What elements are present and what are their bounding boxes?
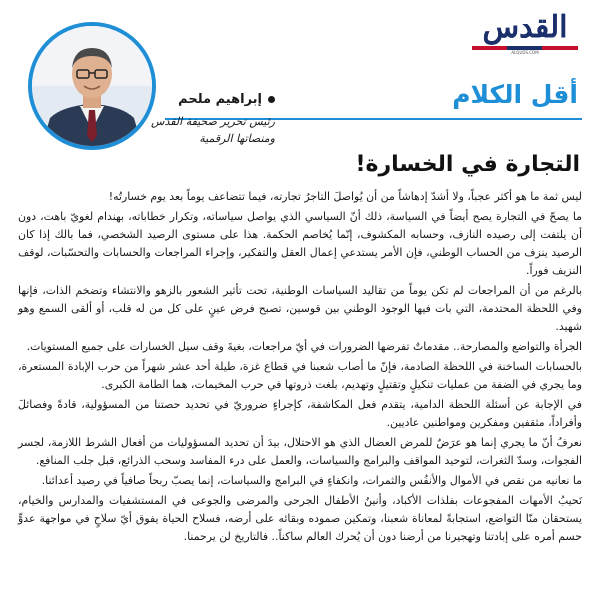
author-role-line1: رئيس تحرير صحيفة القدس	[151, 115, 275, 128]
author-role	[125, 113, 275, 147]
article-paragraph: في الإجابة عن أسئلة اللحظة الدامية، يتقدم فعل المكاشفة، كإجراءٍ ضروريّ في تحديد حصتنا من المسؤولية، قادةً وفصائلَ وأفراداً، مثقفين ومفكرين ومواطنين عاديين.	[18, 398, 582, 429]
article-body	[18, 188, 582, 548]
article-paragraph: بالحسابات الساخنة في اللحظة الصادمة، فإنّ ما أصاب شعبنا في قطاع غزة، طيلة أحد عشر شهراً من حرب الإبادة المستعرة، وما يجري في الضفة من عمليات تنكيلٍ وتقتيلٍ وتهديم، بلغت ذروتها في حرب المخيمات، هما الطامة الكبرى.	[18, 360, 582, 391]
author-info	[125, 92, 275, 147]
column-title: أقل الكلام	[452, 80, 578, 109]
author-role-line2: ومنصاتها الرقمية	[199, 132, 275, 145]
article-paragraph: ليس ثمة ما هو أكثر عجباً، ولا أشدّ إدهاشاً من أن يُواصلَ التاجرُ تجارته، فيما تتضاعف يوماً بعد يوم خسارتُه!	[108, 190, 582, 203]
article-paragraph: الجرأة والتواضع والمصارحة.. مقدماتٌ تفرضها الضرورات في أيّ مراجعات، بغيةَ وقف سيل الخسارات على جميع المستويات.	[26, 340, 582, 353]
bullet-dot-icon	[268, 96, 275, 103]
article-paragraph: نعرفُ أنّ ما يجري إنما هو عرَضٌ للمرض العضال الذي هو الاحتلال، بيدَ أن تحديد المسؤوليات من أفعال الشرط اللازمة، لجسر الفجوات، وسدّ الثغرات، لتوحيد المواقف والبرامج والسياسات، والعمل على درء المفاسد وسحب الذرائع، قبل جلب المنافع.	[18, 436, 582, 467]
masthead-logo[interactable]	[466, 10, 584, 54]
article-headline: التجارة في الخسارة!	[355, 152, 580, 177]
article-paragraph: بالرغم من أن المراجعات لم تكن يوماً من تقاليد السياسات الوطنية، تحت تأثير الشعور بالزهو والانتشاء وتضخم الذات، فإنها وفي اللحظة المحتدمة، التي بات فيها الوجود الوطني بين قوسين، تصبح فرض عينٍ على كل من له قلب، أو ألقى السمع وهو شهيد.	[18, 284, 582, 333]
author-name-line	[125, 92, 275, 107]
logo-url: ALQUDS.COM	[511, 50, 539, 55]
article-paragraph: ما يصحّ في التجارة يصح أيضاً في السياسة، ذلك أنّ السياسي الذي يواصل سياساته، وتكرار خطاباته، بهندام لغويّ باهت، دون أن يلتفت إلى رصيده النازف، وحسابه المكشوف، إنّما يُخاصم الحكمة. هذا على مستوى الرصيد الشخصي، فما بالك إذا كان الرصيد ينزف من الحساب الوطني، فإن الأمر يستدعي إعمال العقل والتفكير، وإجراء المراجعات والحسابات والتحسّبات، لوقف النزيف فوراً.	[18, 210, 582, 277]
article-paragraph: نَحيبُ الأمهات المفجوعات بفلذات الأكباد، وأنينُ الأطفال الجرحى والمرضى والجوعى في المستشفيات والمدارس والخيام، يستحقان منّا التواضع، استجابةً لمعاناة شعبنا، وتمكين صموده وبقائه على أرضه، فسلاح الحياة يفوق أيّ سلاحٍ في مواجهة عدوٍّ حسم أمره على إبادتنا وتهجيرنا من أرضنا دون أن يُحرك العالم ساكناً.. فالتاريخ لن يرحمنا.	[18, 494, 582, 543]
logo-wordmark: القدس	[482, 10, 568, 45]
article-paragraph: ما نعانيه من نقص في الأموال والأنفُس والثمرات، وانكفاءٍ في البرامج والسياسات، إنما يصبّ ربحاً صافياً في رصيد أعدائنا.	[41, 474, 582, 487]
author-name: إبراهيم ملحم	[178, 92, 262, 107]
